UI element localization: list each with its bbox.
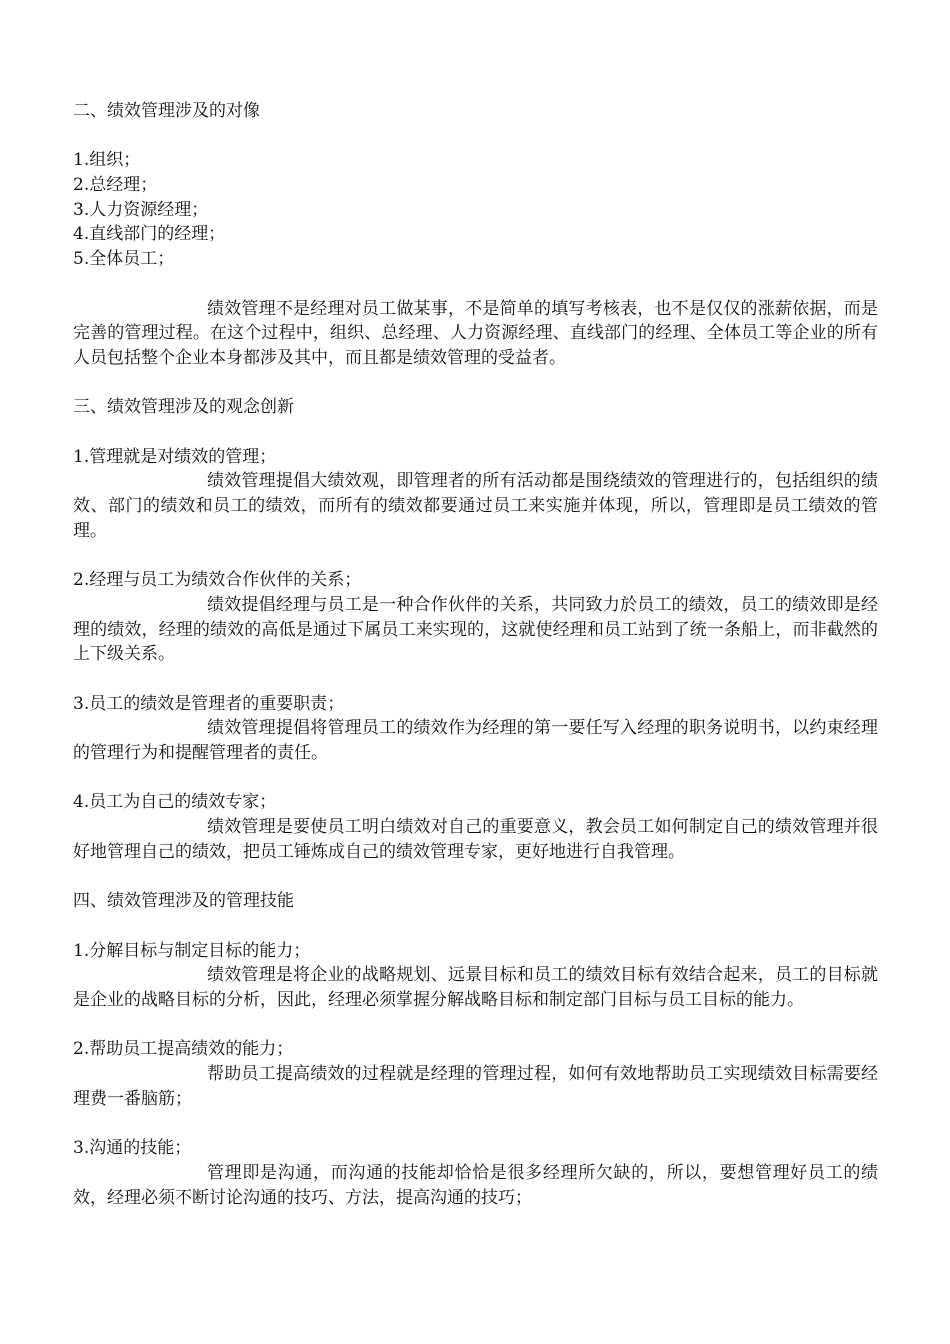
spacer bbox=[73, 272, 878, 297]
item-paragraph: 绩效管理提倡将管理员工的绩效作为经理的第一要任写入经理的职务说明书，以约束经理的管理行为和提醒管理者的责任。 bbox=[73, 718, 878, 764]
spacer bbox=[73, 1013, 878, 1038]
item-heading: 1.分解目标与制定目标的能力； bbox=[73, 940, 311, 961]
item-heading: 1.管理就是对绩效的管理； bbox=[73, 446, 277, 467]
list-item: 2.总经理； bbox=[73, 175, 158, 196]
spacer bbox=[73, 1111, 878, 1136]
item-paragraph: 帮助员工提高绩效的过程就是经理的管理过程，如何有效地帮助员工实现绩效目标需要经理费一番脑筋； bbox=[73, 1064, 878, 1109]
item-paragraph: 绩效管理提倡大绩效观，即管理者的所有活动都是围绕绩效的管理进行的，包括组织的绩效、部门的绩效和员工的绩效，而所有的绩效都要通过员工来实施并体现，所以，管理即是员工绩效的管理。 bbox=[73, 471, 878, 541]
section-heading-4: 四、绩效管理涉及的管理技能 bbox=[73, 891, 294, 912]
list-item: 5.全体员工； bbox=[73, 249, 175, 270]
spacer bbox=[73, 914, 878, 939]
item-paragraph: 绩效提倡经理与员工是一种合作伙伴的关系，共同致力於员工的绩效，员工的绩效即是经理的绩效，经理的绩效的高低是通过下属员工来实现的，这就使经理和员工站到了统一条船上，而非截然的上下级关系。 bbox=[73, 594, 878, 665]
spacer bbox=[73, 124, 878, 149]
spacer bbox=[73, 766, 878, 791]
item-heading: 3.沟通的技能； bbox=[73, 1138, 192, 1159]
document-page bbox=[73, 99, 878, 1210]
list-item: 3.人力资源经理； bbox=[73, 199, 209, 220]
section-heading-2: 二、绩效管理涉及的对像 bbox=[73, 101, 260, 121]
spacer bbox=[73, 865, 878, 890]
spacer bbox=[73, 420, 878, 445]
spacer bbox=[73, 667, 878, 692]
spacer bbox=[73, 543, 878, 568]
section-2-paragraph: 绩效管理不是经理对员工做某事，不是简单的填写考核表，也不是仅仅的涨薪依据，而是完善的管理过程。在这个过程中，组织、总经理、人力资源经理、直线部门的经理、全体员工等企业的所有人员包括整个企业本身都涉及其中，而且都是绩效管理的受益者。 bbox=[73, 298, 878, 368]
item-paragraph: 管理即是沟通，而沟通的技能却恰恰是很多经理所欠缺的，所以，要想管理好员工的绩效，经理必须不断讨论沟通的技巧、方法，提高沟通的技巧； bbox=[73, 1162, 878, 1208]
item-heading: 2.经理与员工为绩效合作伙伴的关系； bbox=[73, 570, 362, 591]
item-heading: 3.员工的绩效是管理者的重要职责； bbox=[73, 693, 345, 714]
list-item: 1.组织； bbox=[73, 150, 141, 171]
list-item: 4.直线部门的经理； bbox=[73, 224, 226, 245]
section-heading-3: 三、绩效管理涉及的观念创新 bbox=[73, 397, 294, 418]
item-heading: 2.帮助员工提高绩效的能力； bbox=[73, 1039, 294, 1060]
spacer bbox=[73, 371, 878, 396]
item-heading: 4.员工为自己的绩效专家； bbox=[73, 792, 277, 813]
item-paragraph: 绩效管理是要使员工明白绩效对自己的重要意义，教会员工如何制定自己的绩效管理并很好地管理自己的绩效，把员工锤炼成自己的绩效管理专家，更好地进行自我管理。 bbox=[73, 817, 878, 862]
item-paragraph: 绩效管理是将企业的战略规划、远景目标和员工的绩效目标有效结合起来，员工的目标就是企业的战略目标的分析，因此，经理必须掌握分解战略目标和制定部门目标与员工目标的能力。 bbox=[73, 965, 878, 1010]
